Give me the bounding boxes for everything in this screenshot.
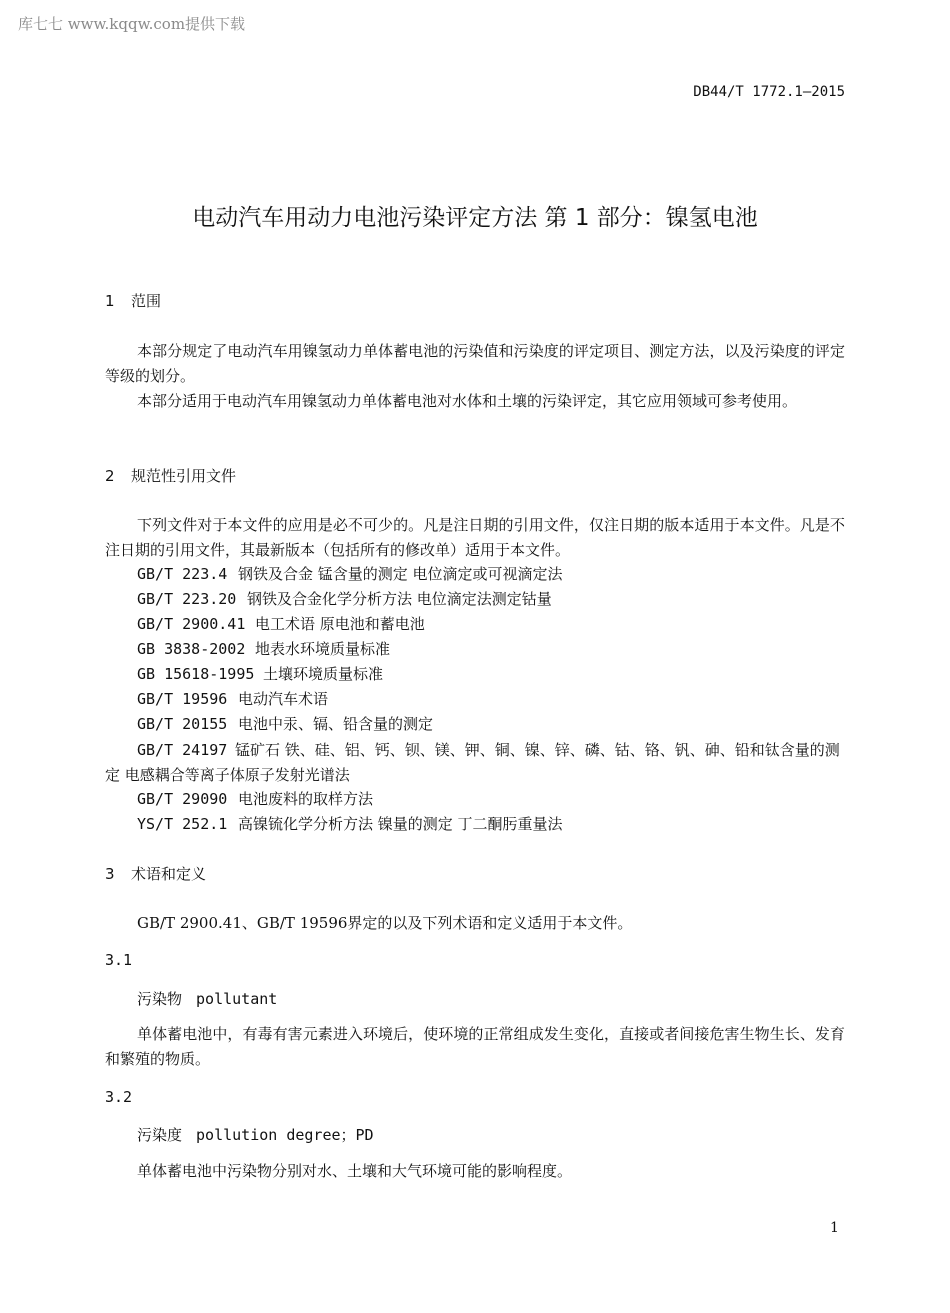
reference-title: 电池废料的取样方法 (238, 790, 374, 808)
page-number: 1 (830, 1220, 839, 1236)
term-en: pollution degree；PD (196, 1126, 374, 1144)
term-definition: 单体蓄电池中污染物分别对水、土壤和大气环境可能的影响程度。 (137, 1162, 573, 1180)
reference-item (137, 588, 552, 609)
section-title: 范围 (131, 292, 162, 310)
scope-paragraph-1: 本部分规定了电动汽车用镍氢动力单体蓄电池的污染值和污染度的评定项目、测定方法，以及污染度的评定等级的划分。 (105, 342, 845, 385)
reference-code: GB 15618-1995 (137, 665, 255, 683)
reference-code: GB/T 29090 (137, 790, 228, 808)
term-en: pollutant (196, 990, 278, 1008)
reference-item (137, 813, 563, 834)
reference-title: 高镍锍化学分析方法 镍量的测定 丁二酮肟重量法 (238, 815, 563, 833)
reference-code: GB 3838-2002 (137, 640, 246, 658)
section-number: 1 (105, 292, 115, 310)
term-number: 3.2 (105, 1088, 133, 1106)
normative-intro: 下列文件对于本文件的应用是必不可少的。凡是注日期的引用文件，仅注日期的版本适用于本文件。凡是不注日期的引用文件，其最新版本（包括所有的修改单）适用于本文件。 (105, 516, 845, 559)
reference-title: 电工术语 原电池和蓄电池 (255, 615, 425, 633)
standard-number: DB44/T 1772.1—2015 (693, 84, 845, 100)
section-1-heading (105, 290, 161, 311)
reference-title: 锰矿石 铁、硅、铝、钙、钡、镁、钾、铜、镍、锌、磷、钴、铬、钒、砷、铅和钛含量的测定 电感耦合等离子体原子发射光谱法 (105, 741, 840, 784)
watermark: 库七七 www.kqqw.com提供下载 (18, 15, 246, 33)
term-heading (137, 1124, 374, 1145)
section-3-heading (105, 863, 206, 884)
section-title: 术语和定义 (131, 865, 207, 883)
reference-item (137, 563, 563, 584)
reference-code: GB/T 223.4 (137, 565, 228, 583)
section-number: 3 (105, 865, 115, 883)
reference-item (137, 613, 425, 634)
reference-item (137, 638, 390, 659)
reference-title: 电池中汞、镉、铅含量的测定 (238, 715, 434, 733)
reference-code: YS/T 252.1 (137, 815, 228, 833)
reference-title: 土壤环境质量标准 (263, 665, 384, 683)
reference-code: GB/T 223.20 (137, 590, 237, 608)
reference-title: 地表水环境质量标准 (255, 640, 391, 658)
reference-item (137, 663, 383, 684)
section-title: 规范性引用文件 (131, 467, 237, 485)
section-2-heading (105, 465, 236, 486)
terms-intro: GB/T 2900.41、GB/T 19596界定的以及下列术语和定义适用于本文件。 (137, 914, 633, 932)
section-number: 2 (105, 467, 115, 485)
reference-item (137, 788, 373, 809)
reference-code: GB/T 19596 (137, 690, 228, 708)
reference-item (137, 713, 433, 734)
term-zh: 污染物 (137, 990, 183, 1008)
reference-code: GB/T 2900.41 (137, 615, 246, 633)
reference-title: 电动汽车术语 (238, 690, 329, 708)
reference-title: 钢铁及合金 锰含量的测定 电位滴定或可视滴定法 (238, 565, 563, 583)
term-number: 3.1 (105, 951, 133, 969)
reference-item (105, 738, 845, 788)
scope-paragraph-2: 本部分适用于电动汽车用镍氢动力单体蓄电池对水体和土壤的污染评定，其它应用领域可参考使用。 (137, 392, 798, 410)
reference-code: GB/T 20155 (137, 715, 228, 733)
reference-code: GB/T 24197 (137, 741, 228, 759)
reference-item (137, 688, 328, 709)
term-definition: 单体蓄电池中，有毒有害元素进入环境后，使环境的正常组成发生变化，直接或者间接危害生物生长、发育和繁殖的物质。 (105, 1025, 845, 1068)
reference-title: 钢铁及合金化学分析方法 电位滴定法测定钴量 (247, 590, 552, 608)
term-heading (137, 988, 277, 1009)
document-title: 电动汽车用动力电池污染评定方法 第 1 部分：镍氢电池 (192, 205, 758, 231)
term-zh: 污染度 (137, 1126, 183, 1144)
